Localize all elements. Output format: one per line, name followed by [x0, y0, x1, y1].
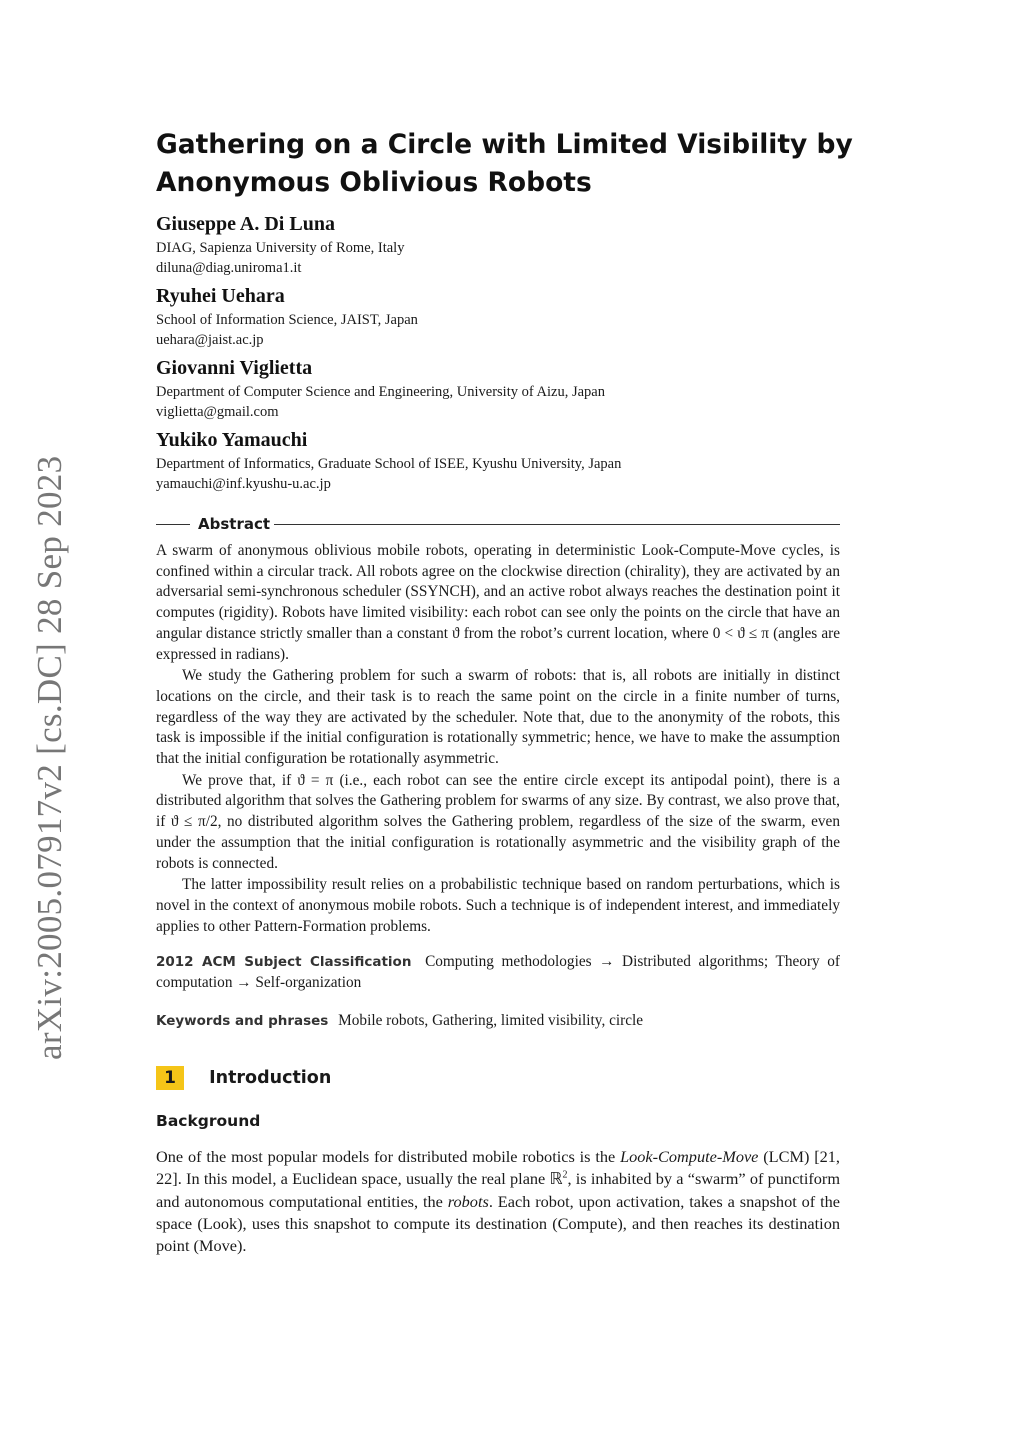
intro-paragraph — [156, 1146, 840, 1257]
author-name: Giuseppe A. Di Luna — [156, 213, 335, 235]
abstract-rule-left — [156, 524, 190, 525]
intro-text: . Each robot, upon activation, takes a snapshot of the space (Look), uses this snapshot to compute its destination (Compute), and then reaches its destination point (Move). — [156, 1191, 841, 1256]
section-title: Introduction — [209, 1068, 332, 1088]
keywords-text: Mobile robots, Gathering, limited visibility, circle — [338, 1012, 644, 1029]
abstract-rule-right — [274, 524, 840, 525]
intro-text: , is inhabited by a “swarm” of punctiform and autonomous computational entities, the — [156, 1169, 840, 1211]
section-heading — [156, 1066, 331, 1092]
author-email: viglietta@gmail.com — [156, 404, 279, 420]
acm-classification — [156, 952, 840, 993]
paper-title: Gathering on a Circle with Limited Visibility by Anonymous Oblivious Robots — [156, 129, 853, 198]
abstract-label: Abstract — [198, 515, 271, 533]
author-affiliation: Department of Computer Science and Engineering, University of Aizu, Japan — [156, 384, 605, 400]
intro-superscript: 2 — [562, 1169, 568, 1181]
subsection-heading: Background — [156, 1112, 261, 1130]
abstract-paragraph: We study the Gathering problem for such a swarm of robots: that is, all robots are initially in distinct locations on the circle, and their task is to reach the same point on the circle in a finite number of turns, regardless of the way they are activated by the scheduler. Note that, due to the anonymity of the robots, this task is impossible if the initial configuration is rotationally symmetric; hence, we have to make the assumption that the initial configuration be rotationally asymmetric. — [156, 667, 840, 768]
author-affiliation: Department of Informatics, Graduate School of ISEE, Kyushu University, Japan — [156, 456, 622, 472]
author-block — [156, 428, 856, 494]
author-block — [156, 212, 856, 278]
intro-term: Look-Compute-Move — [620, 1147, 759, 1166]
author-name: Giovanni Viglietta — [156, 357, 313, 379]
author-affiliation: School of Information Science, JAIST, Japan — [156, 312, 418, 328]
intro-term-robots: robots — [447, 1191, 489, 1211]
abstract-body — [156, 541, 840, 937]
acm-classification-label: 2012 ACM Subject Classification — [156, 954, 412, 970]
abstract-paragraph: The latter impossibility result relies on a probabilistic technique based on random perturbations, which is novel in the context of anonymous mobile robots. Such a technique is of independent interest, and immediately applies to other Pattern-Formation problems. — [156, 876, 840, 935]
abstract-heading — [156, 512, 840, 536]
intro-text: (LCM) [21, 22]. In this model, a Euclidean space, usually the real plane ℝ — [156, 1147, 840, 1189]
author-name: Yukiko Yamauchi — [156, 429, 308, 451]
author-name: Ryuhei Uehara — [156, 285, 285, 307]
arxiv-identifier-stamp: arXiv:2005.07917v2 [cs.DC] 28 Sep 2023 — [30, 455, 69, 1060]
intro-text: One of the most popular models for distributed mobile robotics is the — [156, 1147, 621, 1166]
author-affiliation: DIAG, Sapienza University of Rome, Italy — [156, 240, 405, 256]
author-email: yamauchi@inf.kyushu-u.ac.jp — [156, 476, 331, 492]
author-email: diluna@diag.uniroma1.it — [156, 260, 302, 276]
author-block — [156, 284, 856, 350]
author-email: uehara@jaist.ac.jp — [156, 332, 264, 348]
acm-classification-text: Computing methodologies → Distributed algorithms; Theory of computation → Self-organization — [156, 953, 840, 991]
keywords-label: Keywords and phrases — [156, 1013, 329, 1029]
author-block — [156, 356, 856, 422]
abstract-paragraph: A swarm of anonymous oblivious mobile robots, operating in deterministic Look-Compute-Move cycles, is confined within a circular track. All robots agree on the clockwise direction (chirality), they are activated by an adversarial semi-synchronous scheduler (SSYNCH), and an active robot always reaches the destination point it computes (rigidity). Robots have limited visibility: each robot can see only the points on the circle that have an angular distance strictly smaller than a constant ϑ from the robot’s current location, where 0 < ϑ ≤ π (angles are expressed in radians). — [156, 542, 840, 663]
keywords — [156, 1011, 840, 1032]
section-number: 1 — [156, 1066, 184, 1090]
abstract-paragraph: We prove that, if ϑ = π (i.e., each robot can see the entire circle except its antipodal point), there is a distributed algorithm that solves the Gathering problem for swarms of any size. By contrast, we also prove that, if ϑ ≤ π/2, no distributed algorithm solves the Gathering problem, regardless of the size of the swarm, even under the assumption that the initial configuration is rotationally asymmetric and the visibility graph of the robots is connected. — [156, 771, 840, 872]
